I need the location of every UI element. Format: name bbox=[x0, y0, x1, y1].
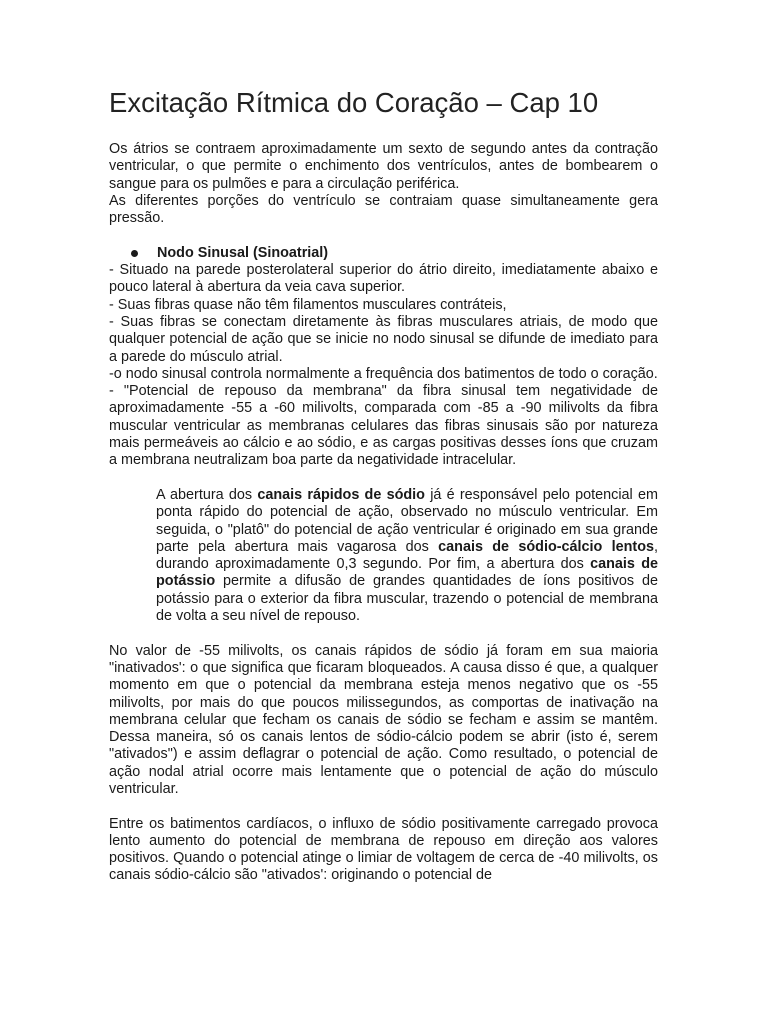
quote-bold-term: canais de potássio bbox=[156, 556, 658, 590]
spacer bbox=[109, 470, 658, 487]
section-line: - Suas fibras se conectam diretamente às fibras musculares atriais, de modo que qualquer potencial de ação que se inicie no nodo sinusal se difunde de imediato para a parede do músculo atrial. bbox=[109, 313, 658, 365]
quote-bold-term: canais rápidos de sódio bbox=[257, 486, 425, 503]
quote-text: permite a difusão de grandes quantidades de íons positivos de potássio para o exterior da fibra muscular, trazendo o potencial de membrana de volta a seu nível de repouso. bbox=[156, 573, 658, 625]
spacer bbox=[109, 625, 658, 642]
spacer bbox=[109, 798, 658, 815]
quote-text: já é responsável pelo potencial em ponta rápido do potencial de ação, observado no músculo ventricular. Em seguida, o "platô" do potencial de ação ventricular é originado em sua grande parte pela abertura mais vagarosa dos bbox=[156, 486, 658, 555]
intro-paragraph-2: As diferentes porções do ventrículo se contraiam quase simultaneamente gera pressão. bbox=[109, 192, 658, 227]
spacer bbox=[109, 227, 658, 244]
quote-bold-term: canais de sódio-cálcio lentos bbox=[438, 538, 654, 555]
intro-paragraph: Os átrios se contraem aproximadamente um sexto de segundo antes da contração ventricular, o que permite o enchimento dos ventrículos, antes de bombearem o sangue para os pulmões e para a circulação periférica. bbox=[109, 141, 658, 192]
quote-text: , durando aproximadamente 0,3 segundo. Por fim, a abertura dos bbox=[156, 538, 658, 573]
section-line: - "Potencial de repouso da membrana" da fibra sinusal tem negatividade de aproximadamente -55 a -60 milivolts, comparada com -85 a -90 milivolts da fibra muscular ventricular as membranas celulares das fibras sinusais são por natureza mais permeáveis ao cálcio e ao sódio, e as cargas positivas desses íons que cruzam a membrana neutralizam boa parte da negatividade intracelular. bbox=[109, 383, 658, 469]
batimentos-paragraph: Entre os batimentos cardíacos, o influxo de sódio positivamente carregado provoca lento aumento do potencial de membrana de repouso em direção aos valores positivos. Quando o potencial atinge o limiar de voltagem de cerca de -40 milivolts, os canais sódio-cálcio são "ativados': originando o potencial de bbox=[109, 815, 658, 884]
quote-text: A abertura dos bbox=[156, 486, 258, 503]
bullet-dot-icon bbox=[131, 250, 138, 257]
page-title: Excitação Rítmica do Coração – Cap 10 bbox=[109, 87, 599, 118]
milivolts-paragraph: No valor de -55 milivolts, os canais rápidos de sódio já foram em sua maioria "inativados': o que significa que ficaram bloqueados. A causa disso é que, a qualquer momento em que o potencial da membrana esteja menos negativo que os -55 milivolts, por mais do que poucos milissegundos, as comportas de inativação na membrana celular que fecham os canais de sódio se fecham e assim se mantêm. Dessa maneira, só os canais lentos de sódio-cálcio podem se abrir (isto é, serem "ativados") e assim deflagrar o potencial de ação. Como resultado, o potencial de ação nodal atrial ocorre mais lentamente que o potencial de ação do músculo ventricular. bbox=[109, 642, 658, 797]
indented-paragraph bbox=[156, 487, 658, 625]
bullet-heading bbox=[109, 245, 658, 262]
section-line: -o nodo sinusal controla normalmente a frequência dos batimentos de todo o coração. bbox=[109, 365, 658, 382]
document-page bbox=[109, 84, 658, 885]
bullet-heading-text: Nodo Sinusal (Sinoatrial) bbox=[157, 244, 329, 261]
section-line: - Suas fibras quase não têm filamentos musculares contráteis, bbox=[109, 296, 507, 313]
section-line: - Situado na parede posterolateral superior do átrio direito, imediatamente abaixo e pouco lateral à abertura da veia cava superior. bbox=[109, 262, 658, 296]
